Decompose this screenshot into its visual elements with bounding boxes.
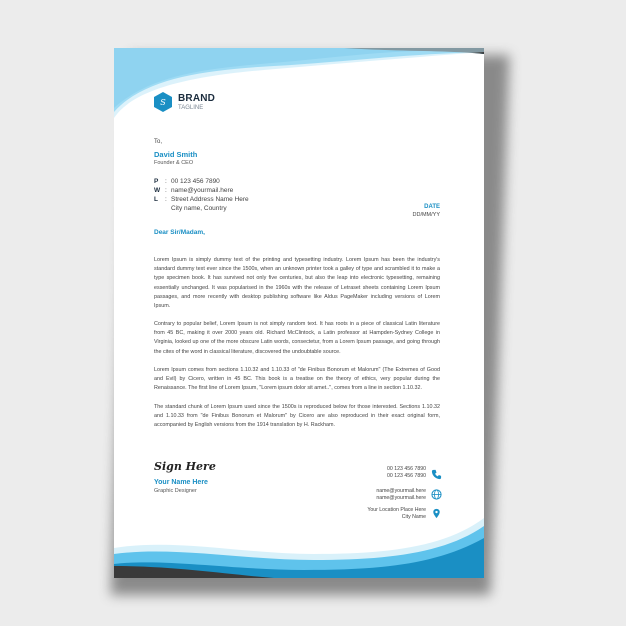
footer-email	[376, 488, 426, 502]
contact-key: W	[154, 187, 161, 194]
globe-icon	[431, 489, 442, 500]
contact-location: L : Street Address Name Here	[154, 196, 249, 203]
signer-title: Graphic Designer	[154, 488, 197, 494]
contact-city	[154, 205, 227, 212]
contact-web: W : name@yourmail.here	[154, 187, 234, 194]
contact-phone: P : 00 123 456 7890	[154, 178, 220, 185]
body-paragraph: Lorem Ipsum comes from sections 1.10.32 and 1.10.33 of "de Finibus Bonorum et Malorum" (The Extremes of Good and Evil) by Cicero, written in 45 BC. This book is a treatise on the theory of ethics, very popular during the Renaissance. The first line of Lorem Ipsum, "Lorem ipsum dolor sit amet..", comes from a line in section 1.10.32.	[154, 367, 440, 392]
brand-tagline: TAGLINE	[178, 104, 204, 111]
signer-name: Your Name Here	[154, 479, 208, 486]
footer-email-line: name@yourmail.here	[376, 495, 426, 501]
contact-value: 00 123 456 7890	[171, 178, 220, 185]
letterhead-page	[114, 48, 484, 578]
svg-text:S: S	[160, 98, 166, 107]
footer-phone-line: 00 123 456 7890	[387, 466, 426, 472]
brand-logo	[154, 92, 215, 112]
recipient-title: Founder & CEO	[154, 160, 194, 166]
greeting: Dear Sir/Madam,	[154, 229, 205, 236]
contact-value: Street Address Name Here	[171, 196, 249, 203]
hexagon-logo-icon	[154, 92, 172, 112]
contact-value: City name, Country	[171, 205, 227, 212]
bottom-wave-decoration	[114, 508, 484, 578]
footer-location-line: Your Location Place Here	[367, 507, 426, 513]
footer-phone-line: 00 123 456 7890	[387, 473, 426, 479]
body-paragraph: Lorem Ipsum is simply dummy text of the printing and typesetting industry. Lorem Ipsum has been the industry's standard dummy text ever since the 1500s, when an unknown printer took a galley of type and scrambled it to make a type specimen book. It has survived not only five centuries, but also the leap into electronic typesetting, remaining essentially unchanged. It was popularised in the 1960s with the release of Letraset sheets containing Lorem Ipsum passages, and more recently with desktop publishing software like Aldus PageMaker including versions of Lorem Ipsum.	[154, 257, 440, 310]
date-value: DD/MM/YY	[412, 212, 440, 218]
contact-value: name@yourmail.here	[171, 187, 234, 194]
to-label: To,	[154, 139, 163, 145]
footer-location-line: City Name	[401, 514, 426, 520]
footer-email-line: name@yourmail.here	[376, 488, 426, 494]
contact-key: L	[154, 196, 158, 203]
signature: Sign Here	[154, 460, 216, 473]
footer-phone	[387, 466, 426, 480]
brand-name: BRAND	[178, 92, 216, 104]
date-label: DATE	[424, 204, 440, 210]
phone-icon	[431, 469, 442, 480]
body-paragraph: Contrary to popular belief, Lorem Ipsum is not simply random text. It has roots in a piece of classical Latin literature from 45 BC, making it over 2000 years old. Richard McClintock, a Latin professor at Hampden-Sydney College in Virginia, looked up one of the more obscure Latin words, consectetur, from a Lorem Ipsum passage, and going through the cites of the word in classical literature, discovered the undoubtable source.	[154, 321, 440, 355]
recipient-name: David Smith	[154, 150, 198, 159]
body-paragraph: The standard chunk of Lorem Ipsum used since the 1500s is reproduced below for those interested. Sections 1.10.32 and 1.10.33 from "de Finibus Bonorum et Malorum" by Cicero are also reproduced in their exact original form, accompanied by English versions from the 1914 translation by H. Rackham.	[154, 404, 440, 429]
contact-key: P	[154, 178, 159, 185]
